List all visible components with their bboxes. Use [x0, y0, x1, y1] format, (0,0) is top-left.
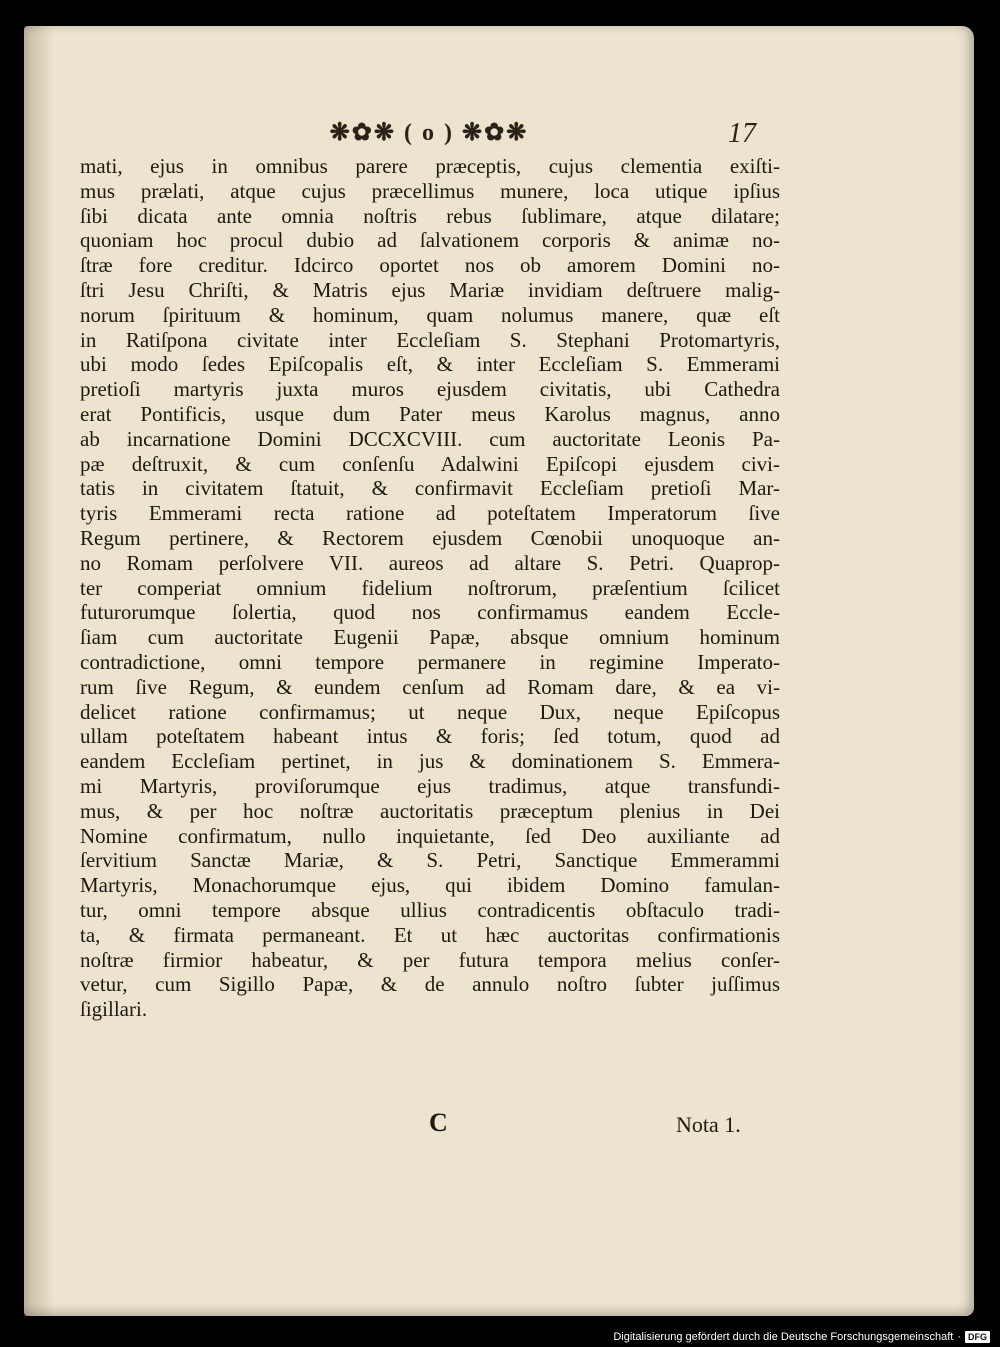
text-line: mus, & per hoc noſtræ auctoritatis præceptum plenius in Dei	[80, 798, 780, 823]
text-line: mi Martyris, proviſorumque ejus tradimus, atque transfundi-	[80, 773, 780, 798]
header-ornament: ❋✿❋ ( o ) ❋✿❋	[329, 120, 529, 146]
text-line: ab incarnatione Domini DCCXCVIII. cum auctoritate Leonis Pa-	[80, 426, 780, 451]
text-line: ſigillari.	[80, 997, 148, 1022]
text-line: mus prælati, atque cujus præcellimus munere, loca utique ipſius	[80, 178, 780, 203]
text-line: pretioſi martyris juxta muros ejusdem civitatis, ubi Cathedra	[80, 377, 780, 402]
text-line: pæ deſtruxit, & cum conſenſu Adalwini Epiſcopi ejusdem civi-	[80, 451, 780, 476]
text-line: rum ſive Regum, & eundem cenſum ad Romam dare, & ea vi-	[80, 674, 780, 699]
text-line: ullam poteſtatem habeant intus & foris; ſed totum, quod ad	[80, 724, 780, 749]
text-line: norum ſpirituum & hominum, quam nolumus manere, quæ eſt	[80, 302, 780, 327]
text-line: delicet ratione confirmamus; ut neque Dux, neque Epiſcopus	[80, 699, 780, 724]
text-line: noſtræ firmior habeatur, & per futura tempora melius conſer-	[80, 947, 780, 972]
footer-text: Digitalisierung gefördert durch die Deutsche Forschungsgemeinschaft	[613, 1331, 954, 1343]
text-line: Nomine confirmatum, nullo inquietante, ſed Deo auxiliante ad	[80, 823, 780, 848]
text-line: vetur, cum Sigillo Papæ, & de annulo noſtro ſubter juſſimus	[80, 972, 780, 997]
text-line: ſiam cum auctoritate Eugenii Papæ, absque omnium hominum	[80, 625, 780, 650]
text-line: futurorumque ſolertia, quod nos confirmamus eandem Eccle-	[80, 600, 780, 625]
text-line: ſibi dicata ante omnia noſtris rebus ſublimare, atque dilatare;	[80, 203, 780, 228]
page-number: 17	[728, 118, 756, 149]
text-line: tyris Emmerami recta ratione ad poteſtatem Imperatorum ſive	[80, 501, 780, 526]
text-line: quoniam hoc procul dubio ad ſalvationem corporis & animæ no-	[80, 228, 780, 253]
text-line: ter comperiat omnium fidelium noſtrorum, præſentium ſcilicet	[80, 575, 780, 600]
book-page	[24, 26, 974, 1316]
text-line: no Romam perſolvere VII. aureos ad altare S. Petri. Quaprop-	[80, 550, 780, 575]
text-line: ubi modo ſedes Epiſcopalis eſt, & inter Eccleſiam S. Emmerami	[80, 352, 780, 377]
text-line: Regum pertinere, & Rectorem ejusdem Cœnobii unoquoque an-	[80, 525, 780, 550]
text-line: tatis in civitatem ſtatuit, & confirmavit Eccleſiam pretioſi Mar-	[80, 476, 780, 501]
text-line: ſervitium Sanctæ Mariæ, & S. Petri, Sanctique Emmerammi	[80, 848, 780, 873]
text-line: in Ratiſpona civitate inter Eccleſiam S. Stephani Protomartyris,	[80, 327, 780, 352]
body-text	[80, 154, 780, 1022]
text-line: eandem Eccleſiam pertinet, in jus & dominationem S. Emmera-	[80, 749, 780, 774]
text-line: ſtri Jesu Chriſti, & Matris ejus Mariæ invidiam deſtruere malig-	[80, 277, 780, 302]
text-line: ſtræ fore creditur. Idcirco oportet nos ob amorem Domini no-	[80, 253, 780, 278]
running-header	[24, 118, 974, 154]
text-line: Martyris, Monachorumque ejus, qui ibidem Domino famulan-	[80, 873, 780, 898]
digitization-credit: Digitalisierung gefördert durch die Deutsche Forschungsgemeinschaft · DFG	[613, 1330, 990, 1344]
signature-mark: C	[429, 1108, 448, 1137]
text-line: erat Pontificis, usque dum Pater meus Karolus magnus, anno	[80, 401, 780, 426]
text-line: contradictione, omni tempore permanere in regimine Imperato-	[80, 649, 780, 674]
text-line: mati, ejus in omnibus parere præceptis, cujus clementia exiſti-	[80, 154, 780, 178]
catchword: Nota 1.	[676, 1112, 741, 1137]
dfg-logo: DFG	[965, 1331, 990, 1343]
text-line: tur, omni tempore absque ullius contradicentis obſtaculo tradi-	[80, 897, 780, 922]
text-line: ta, & firmata permaneant. Et ut hæc auctoritas confirmationis	[80, 922, 780, 947]
